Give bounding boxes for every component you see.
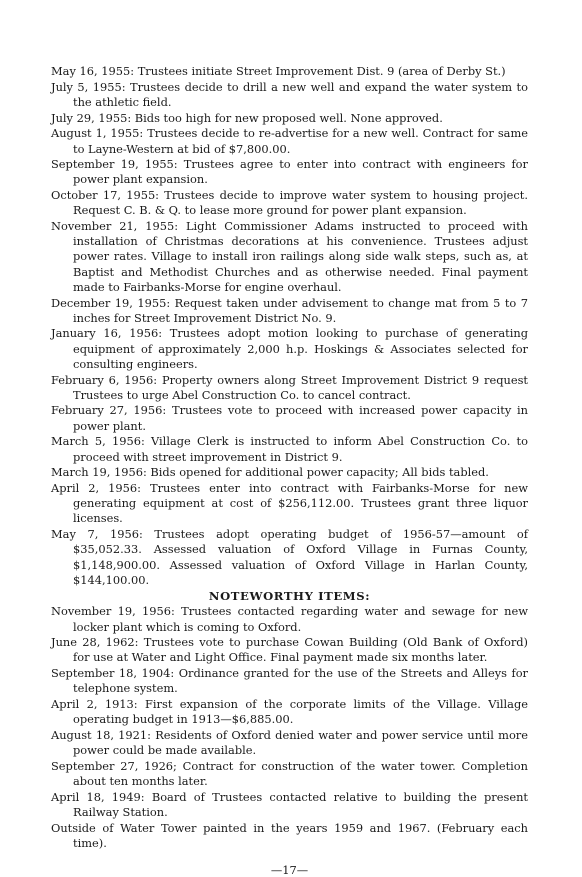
entry: July 29, 1955: Bids too high for new proposed well. None approved. [51, 110, 443, 125]
entry: November 21, 1955: Light Commissioner Adams instructed to proceed with installation of Christmas decorations at his convenience. Trustees adjust power rates. Village to install iron railings along side walk steps, such as, at Baptist and Methodist Churches and as otherwise needed. Final payment made to Fairbanks-Morse for engine overhaul. [51, 219, 528, 294]
entry: December 19, 1955: Request taken under advisement to change mat from 5 to 7 inches for Street Improvement District No. 9. [51, 295, 528, 325]
noteworthy-entry: November 19, 1956: Trustees contacted regarding water and sewage for new locker plant which is coming to Oxford. [51, 604, 528, 634]
noteworthy-entry: April 18, 1949: Board of Trustees contacted relative to building the present Railway Station. [51, 789, 528, 819]
noteworthy-entry: Outside of Water Tower painted in the years 1959 and 1967. (February each time). [51, 820, 528, 850]
noteworthy-entry: April 2, 1913: First expansion of the corporate limits of the Village. Village operating budget in 1913—$6,885.00. [51, 697, 528, 727]
entry: August 1, 1955: Trustees decide to re-advertise for a new well. Contract for same to Layne-Western at bid of $7,800.00. [51, 126, 528, 156]
entry: July 5, 1955: Trustees decide to drill a new well and expand the water system to the athletic field. [51, 79, 528, 109]
noteworthy-entry: September 27, 1926; Contract for construction of the water tower. Completion about ten months later. [51, 758, 528, 789]
entry: March 5, 1956: Village Clerk is instructed to inform Abel Construction Co. to proceed with street improvement in District 9. [51, 434, 528, 464]
noteworthy-entries [51, 604, 528, 851]
entry: April 2, 1956: Trustees enter into contract with Fairbanks-Morse for new generating equipment at cost of $256,112.00. Trustees grant three liquor licenses. [51, 480, 528, 526]
noteworthy-entry: August 18, 1921: Residents of Oxford denied water and power service until more power could be made available. [51, 727, 528, 758]
entry: May 16, 1955: Trustees initiate Street Improvement Dist. 9 (area of Derby St.) [51, 64, 506, 78]
page-number: —17— [270, 863, 309, 877]
entry: September 19, 1955: Trustees agree to enter into contract with engineers for power plant expansion. [51, 157, 528, 187]
entry: February 6, 1956: Property owners along Street Improvement District 9 request Trustees to urge Abel Construction Co. to cancel contract. [51, 372, 528, 402]
entry: January 16, 1956: Trustees adopt motion looking to purchase of generating equipment of approximately 2,000 h.p. Hoskings & Associates selected for consulting engineers. [51, 326, 528, 371]
entry: October 17, 1955: Trustees decide to improve water system to housing project. Request C. B. & Q. to lease more ground for power plant expansion. [51, 188, 528, 218]
entry: March 19, 1956: Bids opened for additional power capacity; All bids tabled. [51, 465, 489, 480]
entry: February 27, 1956: Trustees vote to proceed with increased power capacity in power plant. [51, 403, 528, 433]
noteworthy-entry: September 18, 1904: Ordinance granted for the use of the Streets and Alleys for telephone system. [51, 666, 528, 696]
noteworthy-entry: June 28, 1962: Trustees vote to purchase Cowan Building (Old Bank of Oxford) for use at Water and Light Office. Final payment made six months later. [51, 635, 528, 665]
minutes-entries [51, 64, 528, 588]
section-heading: NOTEWORTHY ITEMS: [208, 588, 371, 603]
entry: May 7, 1956: Trustees adopt operating budget of 1956-57—amount of $35,052.33. Assessed valuation of Oxford Village in Furnas County, $1,148,900.00. Assessed valuation of Oxford Village in Harlan County, $144,100.00. [51, 527, 528, 587]
